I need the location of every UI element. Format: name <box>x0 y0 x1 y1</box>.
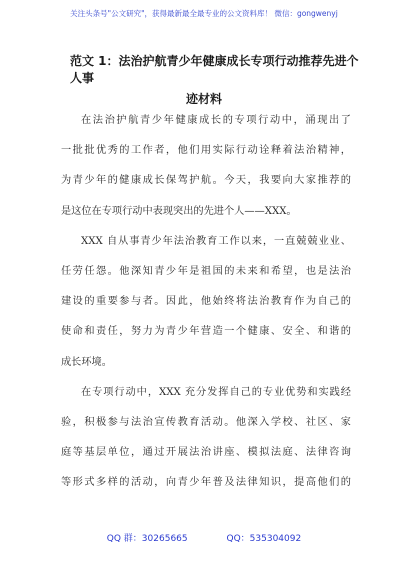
paragraph-2 <box>61 227 351 378</box>
paragraph-1 <box>61 106 351 227</box>
body-line: 任劳任怨。他深知青少年是祖国的未来和希望，也是法治 <box>61 266 351 278</box>
paragraph-3 <box>61 378 351 499</box>
body-line: 为青少年的健康成长保驾护航。今天，我要向大家推荐的 <box>61 175 351 187</box>
document-title-line-2: 迹材料 <box>185 92 222 106</box>
document-body <box>61 106 351 499</box>
body-line: 成长环境。 <box>61 356 112 368</box>
qq-group: QQ 群：30265665 <box>106 534 188 544</box>
body-line: 建设的重要参与者。因此，他始终将法治教育作为自己的 <box>61 296 351 308</box>
body-line: 庭等基层单位，通过开展法治讲座、模拟法庭、法律咨询 <box>61 447 351 459</box>
body-line: 等形式多样的活动，向青少年普及法律知识，提高他们的 <box>61 477 351 489</box>
body-line: 验，积极参与法治宣传教育活动。他深入学校、社区、家 <box>61 417 351 429</box>
qq-number: QQ：535304092 <box>226 534 302 544</box>
page-header: 关注头条号"公文研究"，获得最新最全最专业的公文资料库！ 微信：gongwenyj <box>70 9 338 18</box>
body-line: 在专项行动中，XXX 充分发挥自己的专业优势和实践经 <box>81 386 351 398</box>
body-line: 一批批优秀的工作者，他们用实际行动诠释着法治精神， <box>61 145 351 157</box>
body-line: 在法治护航青少年健康成长的专项行动中，涌现出了 <box>81 115 351 126</box>
body-line: 是这位在专项行动中表现突出的先进个人——XXX。 <box>61 205 297 217</box>
body-line: XXX 自从事青少年法治教育工作以来，一直兢兢业业、 <box>81 235 351 247</box>
document-title-line-1: 范文 1：法治护航青少年健康成长专项行动推荐先进个人事 <box>70 54 359 85</box>
body-line: 使命和责任，努力为青少年营造一个健康、安全、和谐的 <box>61 326 351 338</box>
page-footer <box>0 531 408 544</box>
